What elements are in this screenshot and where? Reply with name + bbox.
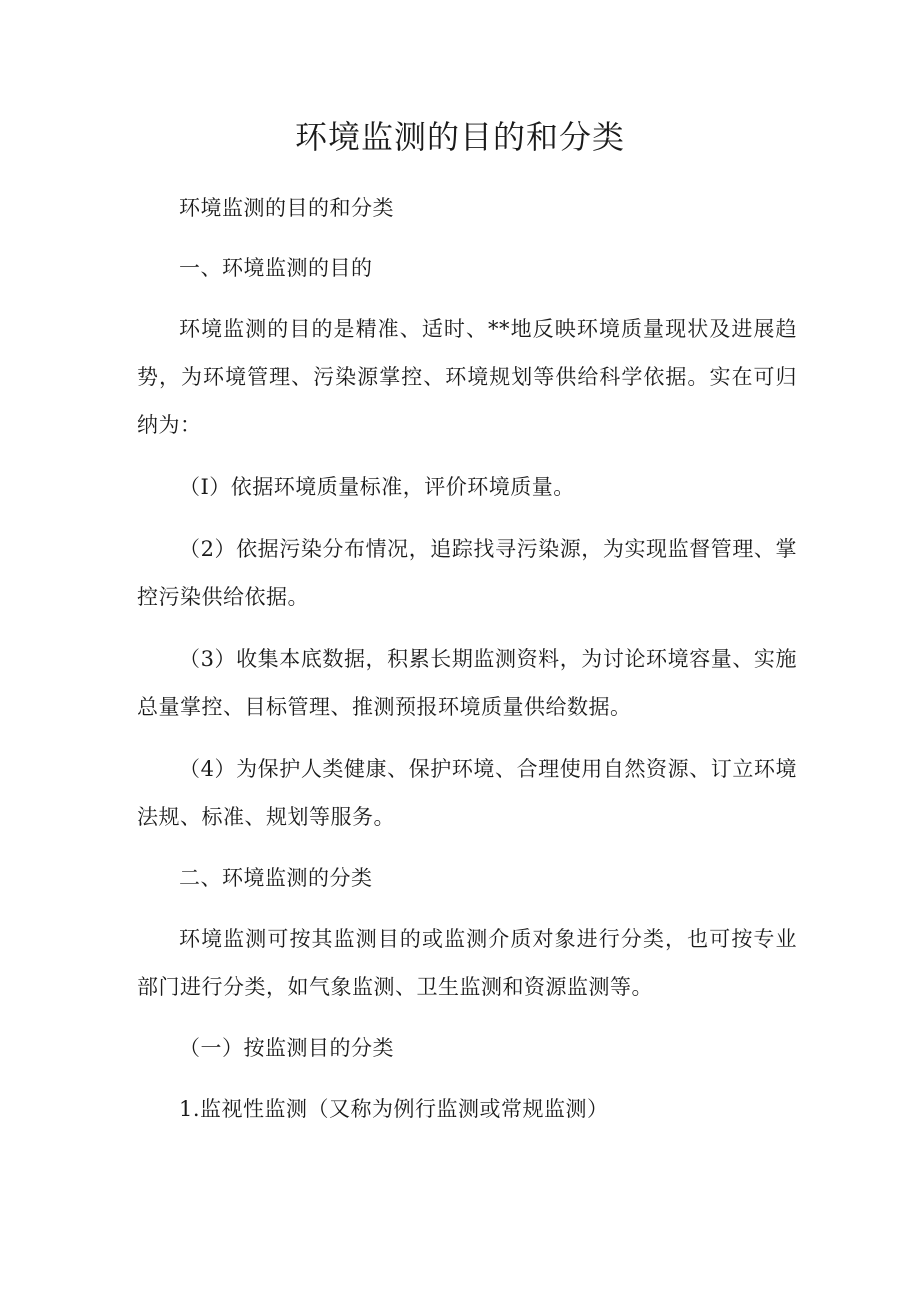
heading-classification: 二、环境监测的分类 [179,866,373,890]
item-surveillance-monitoring: 1.监视性监测（又称为例行监测或常规监测） [179,1097,609,1121]
list-item-1: （I）依据环境质量标准，评价环境质量。 [179,475,575,499]
paragraph-subtitle: 环境监测的目的和分类 [179,196,394,220]
paragraph-purpose: 环境监测的目的是精准、适时、**地反映环境质量现状及进展趋势，为环境管理、污染源掌控、环境规划等供给科学依据。实在可归纳为： [137,317,797,437]
list-item-4: （4）为保护人类健康、保护环境、合理使用自然资源、订立环境法规、标准、规划等服务。 [137,757,797,829]
document-title: 环境监测的目的和分类 [294,118,625,156]
subheading-by-purpose: （一）按监测目的分类 [179,1036,394,1060]
paragraph-classification: 环境监测可按其监测目的或监测介质对象进行分类，也可按专业部门进行分类，如气象监测、卫生监测和资源监测等。 [137,927,797,999]
heading-purpose: 一、环境监测的目的 [179,256,373,280]
list-item-2: （2）依据污染分布情况，追踪找寻污染源，为实现监督管理、掌控污染供给依据。 [137,537,797,609]
list-item-3: （3）收集本底数据，积累长期监测资料，为讨论环境容量、实施总量掌控、目标管理、推测预报环境质量供给数据。 [137,647,797,719]
